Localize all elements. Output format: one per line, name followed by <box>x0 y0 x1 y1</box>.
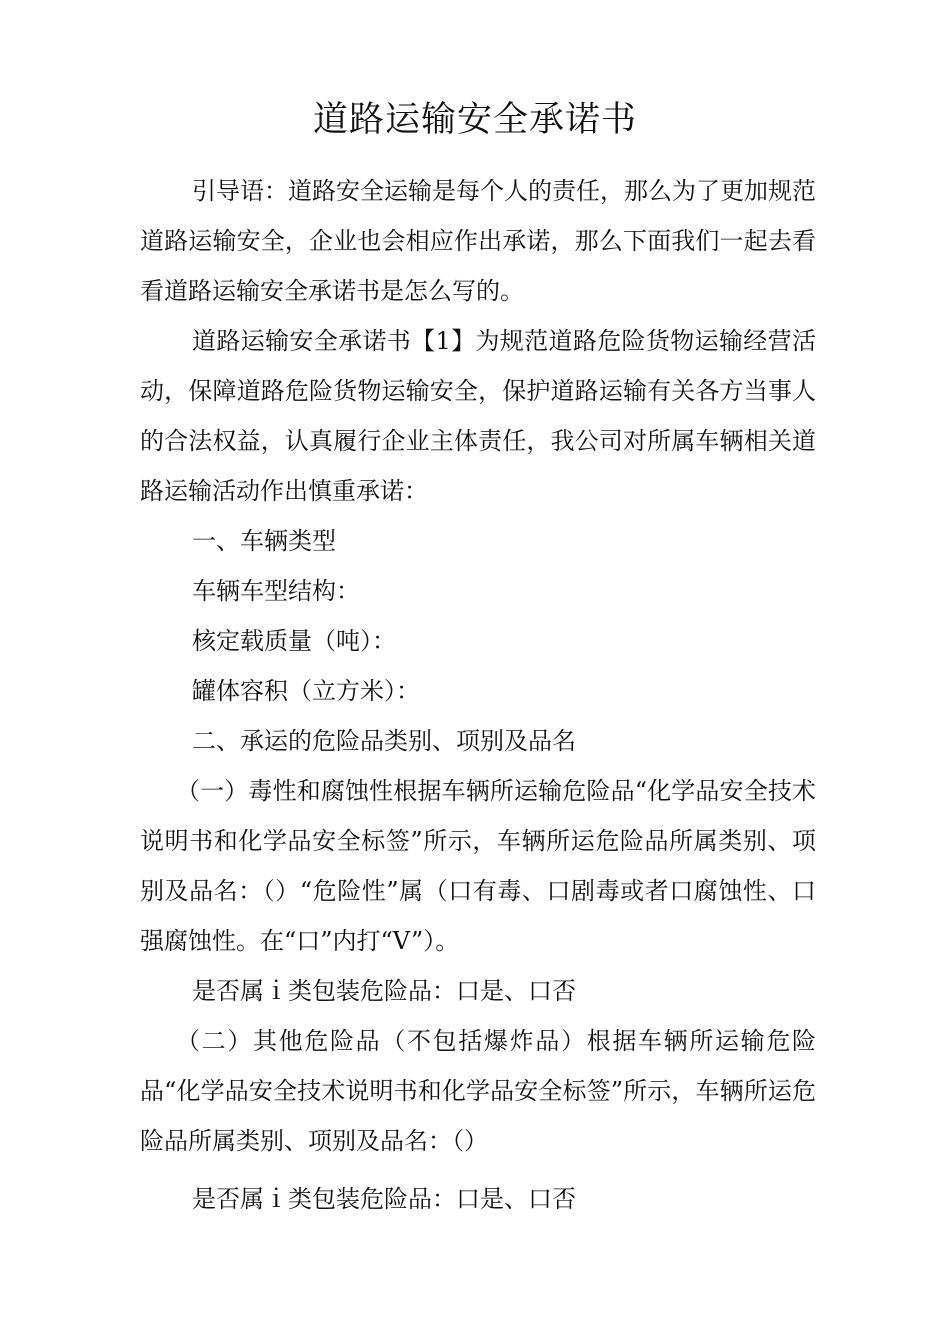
field-class-i-packaging-1: 是否属ｉ类包装危险品：口是、口否 <box>192 977 576 1005</box>
field-rated-load: 核定载质量（吨）： <box>192 627 396 655</box>
subsection-toxic-corrosive: （一）毒性和腐蚀性根据车辆所运输危险品“化学品安全技术说明书和化学品安全标签”所示，车辆所运危险品所属类别、项别及品名：（）“危险性”属（口有毒、口剧毒或者口腐蚀性、口强腐蚀性。在“口”内打“V”）。 <box>140 777 816 955</box>
section-heading-hazard-categories: 二、承运的危险品类别、项别及品名 <box>192 727 576 755</box>
commitment-paragraph: 道路运输安全承诺书【1】为规范道路危险货物运输经营活动，保障道路危险货物运输安全，保护道路运输有关各方当事人的合法权益，认真履行企业主体责任，我公司对所属车辆相关道路运输活动作出慎重承诺： <box>140 327 816 505</box>
paragraph-gap <box>140 1166 816 1174</box>
field-class-i-packaging-2: 是否属ｉ类包装危险品：口是、口否 <box>192 1185 576 1213</box>
document-title: 道路运输安全承诺书 <box>312 100 637 140</box>
subsection-other-hazards: （二）其他危险品（不包括爆炸品）根据车辆所运输危险品“化学品安全技术说明书和化学品安全标签”所示，车辆所运危险品所属类别、项别及品名：（） <box>140 1027 816 1155</box>
field-vehicle-structure: 车辆车型结构： <box>192 577 360 605</box>
section-heading-vehicle-type: 一、车辆类型 <box>192 527 336 555</box>
document-body <box>140 166 816 1224</box>
intro-paragraph: 引导语：道路安全运输是每个人的责任，那么为了更加规范道路运输安全，企业也会相应作出承诺，那么下面我们一起去看看道路运输安全承诺书是怎么写的。 <box>140 177 816 305</box>
field-tank-volume: 罐体容积（立方米）： <box>192 677 420 705</box>
